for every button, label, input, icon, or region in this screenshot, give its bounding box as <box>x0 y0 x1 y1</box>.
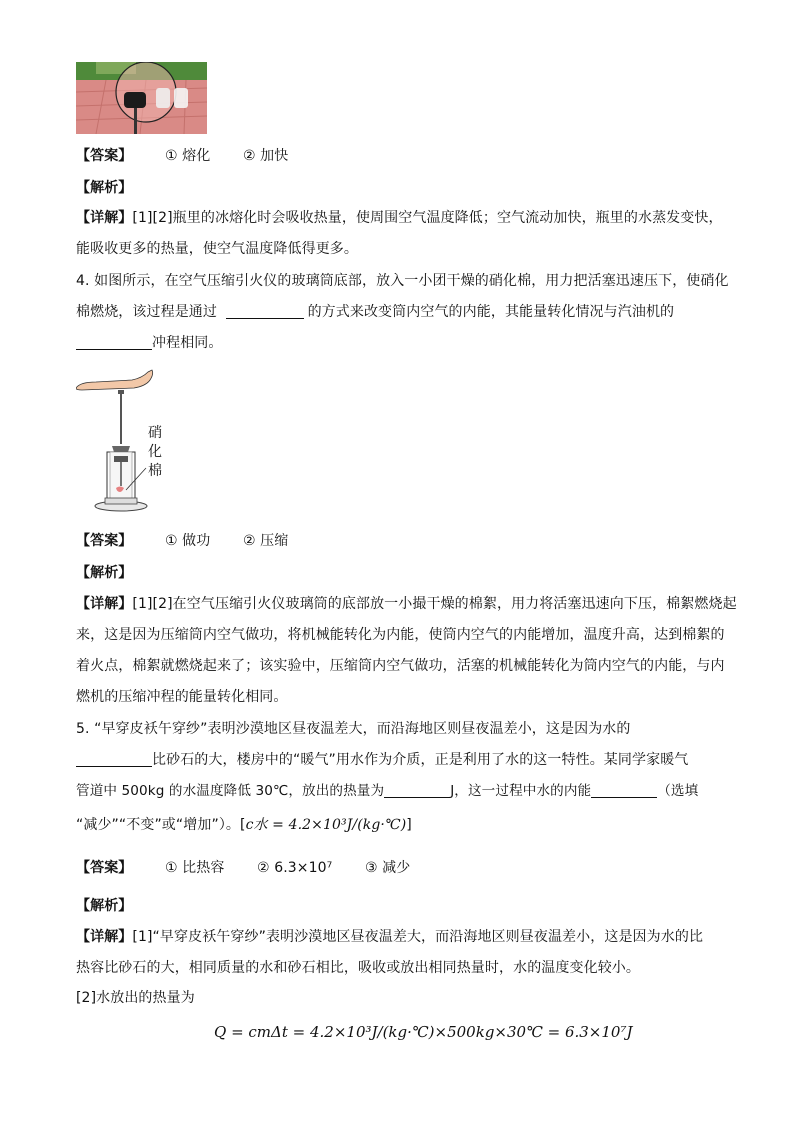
q4-detail-text-1: [1][2]在空气压缩引火仪玻璃筒的底部放一小撮干燥的棉絮，用力将活塞迅速向下压，棉絮燃烧起 <box>132 596 737 612</box>
q5-stem-text-2: 比砂石的大，楼房中的“暖气”用水作为介质，正是利用了水的这一特性。某同学家暖气 <box>152 752 689 768</box>
specific-heat-formula: c水 = 4.2×10³J/(kg·℃) <box>245 817 407 833</box>
q4-stem-text-2a: 棉燃烧，该过程是通过 <box>76 304 217 320</box>
fan-photo <box>76 62 207 134</box>
answer-tag: 【答案】 <box>76 148 133 164</box>
answer-option-2: ② 6.3×10⁷ <box>257 860 333 876</box>
q5-stem-line-4 <box>76 814 412 836</box>
answer-option-1: ① 做功 <box>164 533 211 549</box>
q4-detail-line-4: 燃机的压缩冲程的能量转化相同。 <box>76 689 288 705</box>
answer-option-1: ① 熔化 <box>164 148 211 164</box>
q4-detail-line-1 <box>76 593 737 615</box>
q5-stem-text-3c: （选填 <box>657 783 699 799</box>
q5-stem-text-3b: J，这一过程中水的内能 <box>450 783 592 799</box>
q4-stem-line-1: 4. 如图所示，在空气压缩引火仪的玻璃筒底部，放入一小团干燥的硝化棉，用力把活塞迅速压下，使硝化 <box>76 273 729 289</box>
q4-stem-text-3: 冲程相同。 <box>152 335 223 351</box>
q4-detail-line-3: 着火点，棉絮就燃烧起来了；该实验中，压缩筒内空气做功，活塞的机械能转化为筒内空气的内能，与内 <box>76 658 725 674</box>
q5-stem-line-1: 5. “早穿皮袄午穿纱”表明沙漠地区昼夜温差大，而沿海地区则昼夜温差小，这是因为水的 <box>76 721 631 737</box>
q4-detail-line-2: 来，这是因为压缩筒内空气做功，将机械能转化为内能，使筒内空气的内能增加，温度升高，达到棉絮的 <box>76 627 725 643</box>
answer-option-3: ③ 减少 <box>364 860 411 876</box>
answer-tag: 【答案】 <box>76 533 133 549</box>
detail-tag: 【详解】 <box>76 929 133 945</box>
q3-detail-text-1: [1][2]瓶里的冰熔化时会吸收热量，使周围空气温度降低；空气流动加快，瓶里的水蒸发变快， <box>132 210 723 226</box>
q4-analysis-tag: 【解析】 <box>76 565 133 581</box>
answer-blank[interactable] <box>226 302 304 319</box>
q5-analysis-tag: 【解析】 <box>76 898 133 914</box>
q4-stem-line-2 <box>76 301 674 323</box>
q5-stem-text-4a: “减少”“不变”或“增加”）。[ <box>76 817 246 833</box>
fire-syringe-illustration <box>76 360 186 518</box>
answer-blank[interactable] <box>76 333 152 350</box>
figure-label-nitrocellulose: 硝化棉 <box>148 425 162 479</box>
q5-detail-line-3: [2]水放出的热量为 <box>76 990 195 1006</box>
q3-analysis-tag: 【解析】 <box>76 180 133 196</box>
q5-stem-text-3a: 管道中 500kg 的水温度降低 30℃，放出的热量为 <box>76 783 385 799</box>
q5-detail-text-1: [1]“早穿皮袄午穿纱”表明沙漠地区昼夜温差大，而沿海地区则昼夜温差小，这是因为水的比 <box>132 929 704 945</box>
answer-blank[interactable] <box>384 781 450 798</box>
answer-option-1: ① 比热容 <box>164 860 225 876</box>
answer-option-2: ② 压缩 <box>242 533 289 549</box>
answer-blank[interactable] <box>591 781 657 798</box>
answer-option-2: ② 加快 <box>242 148 289 164</box>
detail-tag: 【详解】 <box>76 596 133 612</box>
q3-detail-line-2: 能吸收更多的热量，使空气温度降低得更多。 <box>76 241 358 257</box>
q4-stem-line-3 <box>76 332 223 354</box>
q4-stem-text-2b: 的方式来改变筒内空气的内能，其能量转化情况与汽油机的 <box>307 304 675 320</box>
detail-tag: 【详解】 <box>76 210 133 226</box>
answer-blank[interactable] <box>76 750 152 767</box>
answer-tag: 【答案】 <box>76 860 133 876</box>
fire-syringe-figure <box>76 360 186 518</box>
q5-stem-text-4b: ] <box>406 817 412 833</box>
q5-answer-row <box>76 857 410 879</box>
q3-answer-row <box>76 145 288 167</box>
q5-stem-line-2 <box>76 749 688 771</box>
q5-detail-line-1 <box>76 926 703 948</box>
fan-photo-illustration <box>76 62 207 134</box>
q4-answer-row <box>76 530 288 552</box>
q3-detail-line-1 <box>76 207 723 229</box>
heat-formula: Q = cmΔt = 4.2×10³J/(kg·℃)×500kg×30℃ = 6.3×10⁷J <box>214 1023 633 1041</box>
q5-detail-line-2: 热容比砂石的大，相同质量的水和砂石相比，吸收或放出相同热量时，水的温度变化较小。 <box>76 960 640 976</box>
q5-stem-line-3 <box>76 780 698 802</box>
